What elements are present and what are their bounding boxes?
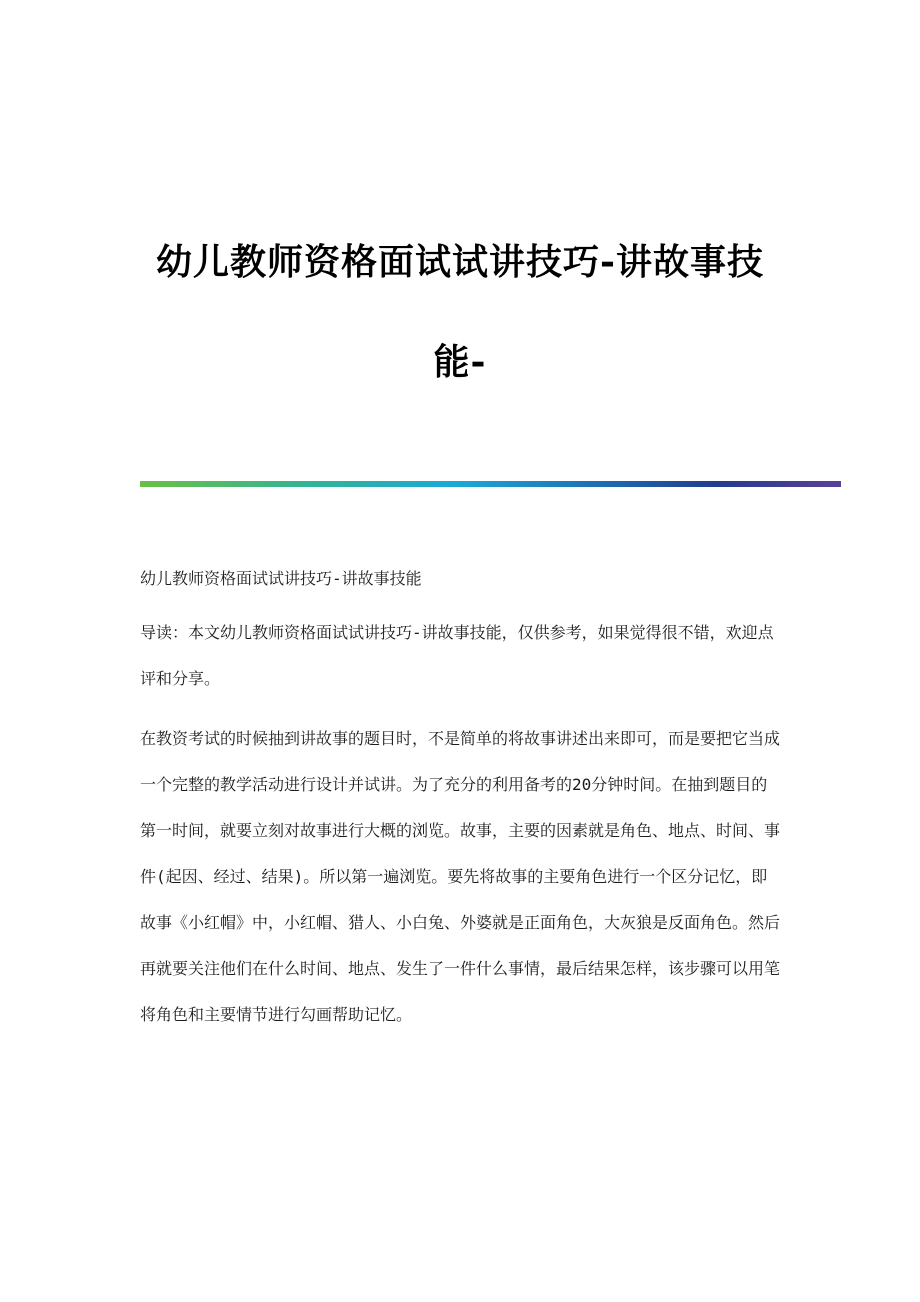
document-title-line-1: 幼儿教师资格面试试讲技巧-讲故事技 (156, 241, 764, 284)
document-subtitle: 幼儿教师资格面试试讲技巧-讲故事技能 (140, 569, 422, 588)
body-paragraph: 在教资考试的时候抽到讲故事的题目时，不是简单的将故事讲述出来即可，而是要把它当成一个完整的教学活动进行设计并试讲。为了充分的利用备考的20分钟时间。在抽到题目的第一时间，就要立刻对故事进行大概的浏览。故事，主要的因素就是角色、地点、时间、事件(起因、经过、结果)。所以第一遍浏览。要先将故事的主要角色进行一个区分记忆，即故事《小红帽》中，小红帽、猎人、小白兔、外婆就是正面角色，大灰狼是反面角色。然后再就要关注他们在什么时间、地点、发生了一件什么事情，最后结果怎样，该步骤可以用笔将角色和主要情节进行勾画帮助记忆。 (140, 729, 781, 1024)
gradient-divider (140, 481, 841, 487)
document-title-line-2: 能- (433, 341, 487, 384)
lead-paragraph: 导读：本文幼儿教师资格面试试讲技巧-讲故事技能，仅供参考，如果觉得很不错，欢迎点评和分享。 (140, 623, 774, 688)
